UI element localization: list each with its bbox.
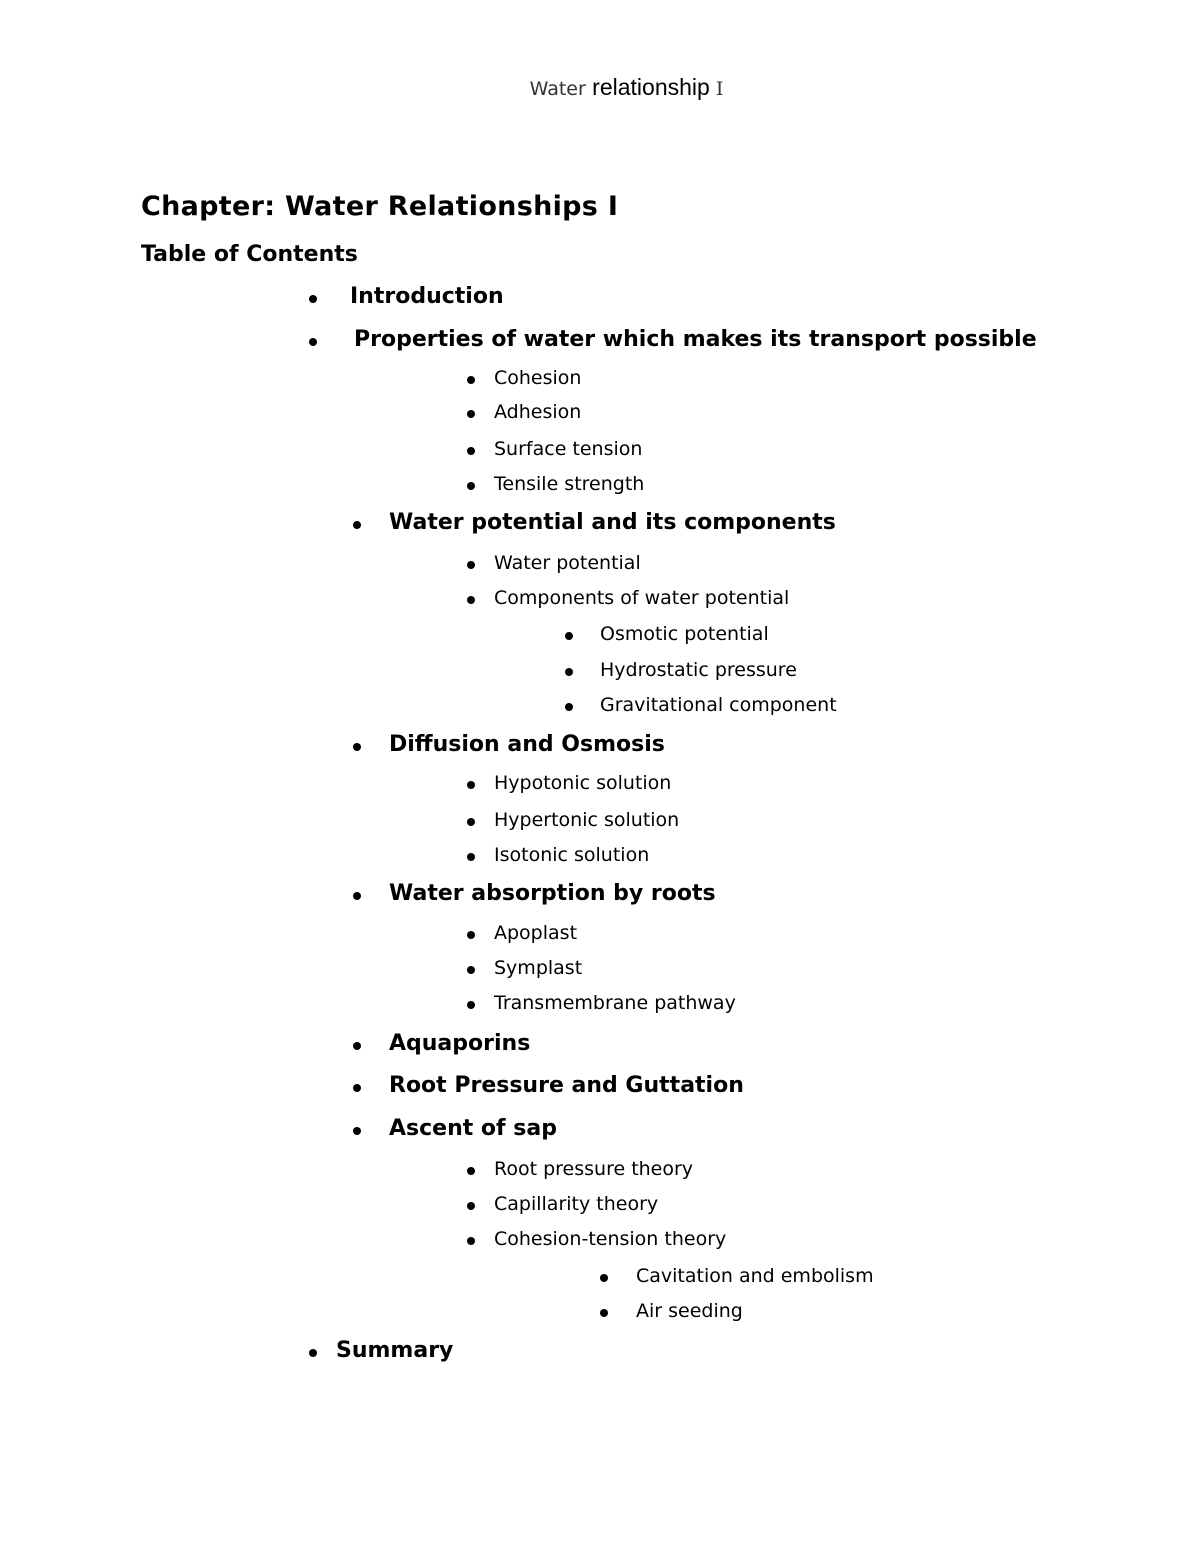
bullet-icon (353, 1084, 361, 1092)
toc-item-label: Summary (336, 1338, 454, 1363)
toc-item-label: Diffusion and Osmosis (389, 732, 665, 757)
toc-item-label: Water potential and its components (389, 510, 836, 535)
toc-item-label: Air seeding (636, 1300, 743, 1322)
bullet-icon (353, 1042, 361, 1050)
toc-item-label: Adhesion (494, 401, 582, 423)
header-word-3: I (709, 78, 724, 100)
bullet-icon (467, 1237, 475, 1245)
bullet-icon (467, 853, 475, 861)
toc-item-label: Cohesion (494, 367, 582, 389)
toc-item-label: Root Pressure and Guttation (389, 1073, 744, 1098)
bullet-icon (467, 561, 475, 569)
toc-item-label: Isotonic solution (494, 844, 650, 866)
toc-item-label: Components of water potential (494, 587, 790, 609)
bullet-icon (467, 966, 475, 974)
bullet-icon (353, 521, 361, 529)
toc-item-label: Properties of water which makes its transport possible (354, 327, 1037, 352)
toc-item-label: Hypertonic solution (494, 809, 680, 831)
bullet-icon (353, 743, 361, 751)
bullet-icon (565, 668, 573, 676)
toc-item-label: Gravitational component (600, 694, 837, 716)
bullet-icon (309, 1349, 317, 1357)
toc-item-label: Symplast (494, 957, 583, 979)
toc-item-label: Water absorption by roots (389, 881, 716, 906)
page-header (0, 74, 1200, 101)
toc-item-label: Root pressure theory (494, 1158, 694, 1180)
bullet-icon (353, 1127, 361, 1135)
toc-item-label: Apoplast (494, 922, 578, 944)
toc-item-label: Aquaporins (389, 1031, 531, 1056)
bullet-icon (600, 1274, 608, 1282)
toc-item-label: Transmembrane pathway (494, 992, 736, 1014)
toc-item-label: Surface tension (494, 438, 643, 460)
bullet-icon (353, 892, 361, 900)
toc-item-label: Water potential (494, 552, 641, 574)
bullet-icon (467, 410, 475, 418)
bullet-icon (467, 482, 475, 490)
bullet-icon (467, 781, 475, 789)
bullet-icon (467, 596, 475, 604)
bullet-icon (600, 1309, 608, 1317)
bullet-icon (467, 931, 475, 939)
toc-item-label: Capillarity theory (494, 1193, 659, 1215)
bullet-icon (467, 447, 475, 455)
bullet-icon (467, 1167, 475, 1175)
bullet-icon (309, 295, 317, 303)
bullet-icon (565, 703, 573, 711)
bullet-icon (467, 376, 475, 384)
toc-item-label: Ascent of sap (389, 1116, 557, 1141)
toc-item-label: Osmotic potential (600, 623, 769, 645)
toc-item-label: Introduction (350, 284, 504, 309)
toc-item-label: Cavitation and embolism (636, 1265, 874, 1287)
toc-heading: Table of Contents (141, 242, 358, 267)
toc-item-label: Cohesion-tension theory (494, 1228, 727, 1250)
header-word-2: relationship (585, 74, 710, 100)
bullet-icon (467, 1202, 475, 1210)
toc-item-label: Hydrostatic pressure (600, 659, 797, 681)
toc-item-label: Hypotonic solution (494, 772, 672, 794)
bullet-icon (565, 632, 573, 640)
header-word-1: Water (529, 78, 586, 100)
bullet-icon (467, 1001, 475, 1009)
bullet-icon (467, 818, 475, 826)
bullet-icon (309, 338, 317, 346)
toc-item-label: Tensile strength (494, 473, 645, 495)
chapter-title: Chapter: Water Relationships I (141, 191, 619, 222)
